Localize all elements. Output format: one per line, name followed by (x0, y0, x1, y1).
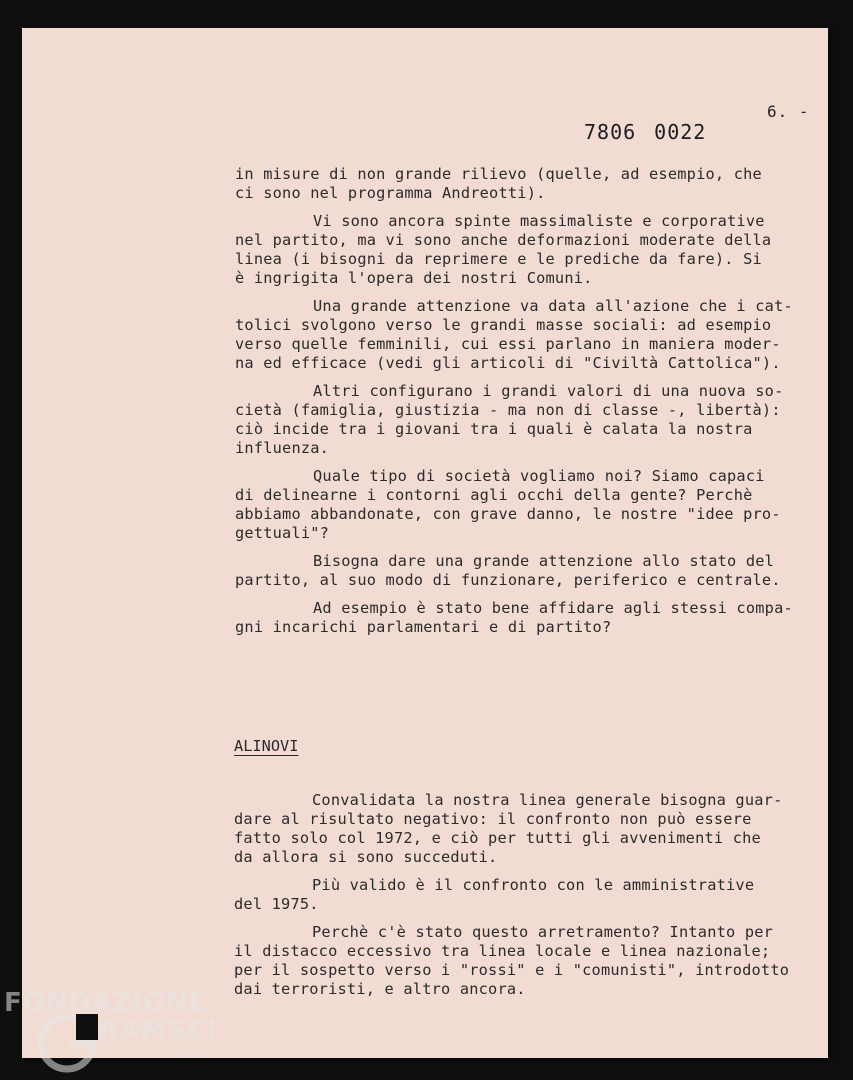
text-line: cietà (famiglia, giustizia - ma non di classe -, libertà): (235, 401, 781, 419)
body-paragraph (235, 212, 815, 288)
section-paragraph (234, 923, 814, 999)
watermark-line-3: onlus (174, 1048, 204, 1061)
text-line: partito, al suo modo di funzionare, periferico e centrale. (235, 571, 781, 589)
text-line: ci sono nel programma Andreotti). (235, 184, 546, 202)
body-paragraph (235, 467, 815, 543)
text-line: Perchè c'è stato questo arretramento? Intanto per (312, 923, 774, 941)
text-line: fatto solo col 1972, e ciò per tutti gli avvenimenti che (234, 829, 761, 847)
text-line: in misure di non grande rilievo (quelle, ad esempio, che (235, 165, 762, 183)
text-line: Una grande attenzione va data all'azione che i cat- (313, 297, 793, 315)
text-line: ciò incide tra i giovani tra i quali è calata la nostra (235, 420, 753, 438)
body-paragraph (235, 165, 815, 203)
watermark-line-2: RAMSCI (98, 1016, 218, 1046)
text-line: tolici svolgono verso le grandi masse sociali: ad esempio (235, 316, 772, 334)
text-line: gettuali"? (235, 524, 330, 542)
body-paragraph (235, 599, 815, 637)
watermark-logo (4, 988, 218, 1078)
text-line: Altri configurano i grandi valori di una nuova so- (313, 382, 784, 400)
section-heading: ALINOVI (234, 737, 299, 755)
text-line: dare al risultato negativo: il confronto non può essere (234, 810, 752, 828)
text-line: gni incarichi parlamentari e di partito? (235, 618, 612, 636)
text-line: dai terroristi, e altro ancora. (234, 980, 526, 998)
body-paragraph (235, 297, 815, 373)
section-paragraph (234, 876, 814, 914)
text-line: na ed efficace (vedi gli articoli di "Civiltà Cattolica"). (235, 354, 781, 372)
text-line: Vi sono ancora spinte massimaliste e corporative (313, 212, 765, 230)
text-line: è ingrigita l'opera dei nostri Comuni. (235, 269, 593, 287)
text-line: Convalidata la nostra linea generale bisogna guar- (312, 791, 783, 809)
text-line: per il sospetto verso i "rossi" e i "comunisti", introdotto (234, 961, 790, 979)
text-line: Bisogna dare una grande attenzione allo stato del (313, 552, 775, 570)
text-line: influenza. (235, 439, 330, 457)
archive-stamp (584, 120, 706, 144)
stamp-code-left: 7806 (584, 120, 637, 144)
text-line: da allora si sono succeduti. (234, 848, 498, 866)
text-line: Ad esempio è stato bene affidare agli stessi compa- (313, 599, 793, 617)
text-line: Più valido è il confronto con le amministrative (312, 876, 755, 894)
foundation-logo-icon (36, 1012, 98, 1074)
stamp-code-right: 0022 (654, 120, 707, 144)
section-paragraph (234, 791, 814, 867)
body-paragraph (235, 382, 815, 458)
text-line: verso quelle femminili, cui essi parlano in maniera moder- (235, 335, 781, 353)
body-paragraph (235, 552, 815, 590)
watermark-line-1: FONDAZIONE (4, 988, 208, 1018)
text-line: del 1975. (234, 895, 319, 913)
text-line: linea (i bisogni da reprimere e le prediche da fare). Si (235, 250, 762, 268)
text-line: abbiamo abbandonate, con grave danno, le nostre "idee pro- (235, 505, 781, 523)
section-body-text (234, 791, 814, 1008)
text-line: nel partito, ma vi sono anche deformazioni moderate della (235, 231, 772, 249)
page-number: 6. - (767, 102, 810, 121)
text-line: il distacco eccessivo tra linea locale e linea nazionale; (234, 942, 771, 960)
body-text (235, 165, 815, 646)
text-line: Quale tipo di società vogliamo noi? Siamo capaci (313, 467, 765, 485)
text-line: di delinearne i contorni agli occhi della gente? Perchè (235, 486, 753, 504)
